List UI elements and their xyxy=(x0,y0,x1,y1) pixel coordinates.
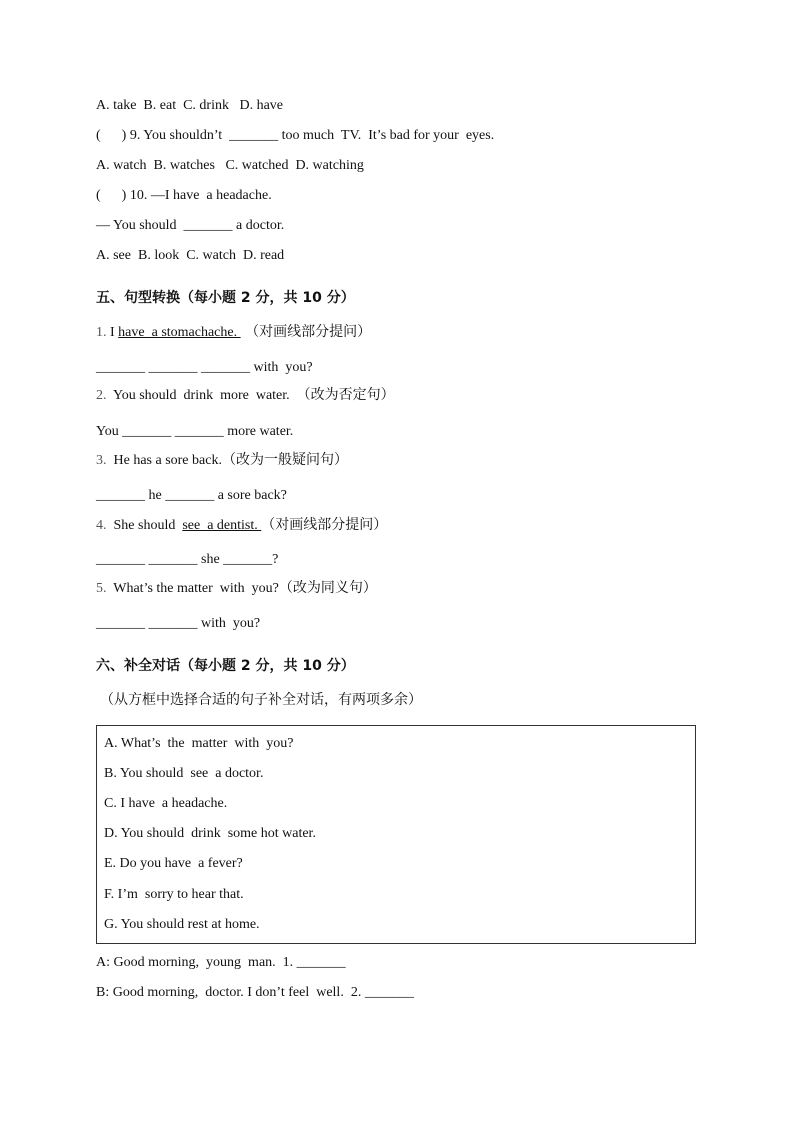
dialogue-line-2: B: Good morning, doctor. I don’t feel well. 2. _______ xyxy=(96,985,414,1000)
item-text: I xyxy=(106,325,119,340)
s5-answer-4: _______ _______ she _______? xyxy=(96,552,279,567)
item-instruction: （对画线部分提问） xyxy=(261,517,388,533)
q10-options: A. see B. look C. watch D. read xyxy=(96,248,285,263)
option-d: D. You should drink some hot water. xyxy=(104,826,316,841)
option-f: F. I’m sorry to hear that. xyxy=(104,887,244,902)
s5-item-2 xyxy=(96,387,395,405)
q10-stem: ( ) 10. —I have a headache. xyxy=(96,188,272,203)
s5-item-5 xyxy=(96,580,377,598)
option-e: E. Do you have a fever? xyxy=(104,856,243,871)
s5-item-4 xyxy=(96,516,387,535)
s5-item-1 xyxy=(96,323,371,342)
q10-reply: — You should _______ a doctor. xyxy=(96,218,285,233)
item-text: She should xyxy=(106,518,183,533)
s5-answer-3: _______ he _______ a sore back? xyxy=(96,488,287,503)
option-g: G. You should rest at home. xyxy=(104,917,260,932)
section5-heading: 五、句型转换（每小题 2 分，共 10 分） xyxy=(96,290,355,306)
item-instruction: （对画线部分提问） xyxy=(240,324,372,340)
option-a: A. What’s the matter with you? xyxy=(104,736,294,751)
q9-options: A. watch B. watches C. watched D. watching xyxy=(96,158,364,173)
item-number: 4. xyxy=(96,518,107,533)
item-number: 5. xyxy=(96,581,107,596)
dialogue-line-1: A: Good morning, young man. 1. _______ xyxy=(96,955,346,970)
s5-answer-5: _______ _______ with you? xyxy=(96,616,261,631)
s5-answer-2: You _______ _______ more water. xyxy=(96,424,294,439)
s5-item-3 xyxy=(96,452,348,470)
q8-options: A. take B. eat C. drink D. have xyxy=(96,98,284,113)
item-number: 1. xyxy=(96,325,107,340)
q9-stem: ( ) 9. You shouldn’t _______ too much TV. It’s bad for your eyes. xyxy=(96,128,495,143)
item-text: What’s the matter with you?（改为同义句） xyxy=(106,581,377,596)
underlined-text: see a dentist. xyxy=(182,518,262,533)
option-b: B. You should see a doctor. xyxy=(104,766,264,781)
section6-instruction: （从方框中选择合适的句子补全对话，有两项多余） xyxy=(100,692,422,708)
item-text: You should drink more water. （改为否定句） xyxy=(106,388,395,403)
item-number: 2. xyxy=(96,388,107,403)
item-text: He has a sore back.（改为一般疑问句） xyxy=(106,453,348,468)
s5-answer-1: _______ _______ _______ with you? xyxy=(96,360,313,375)
section6-heading: 六、补全对话（每小题 2 分，共 10 分） xyxy=(96,658,355,674)
option-c: C. I have a headache. xyxy=(104,796,228,811)
options-box xyxy=(96,725,696,944)
underlined-text: have a stomachache. xyxy=(118,325,241,340)
item-number: 3. xyxy=(96,453,107,468)
